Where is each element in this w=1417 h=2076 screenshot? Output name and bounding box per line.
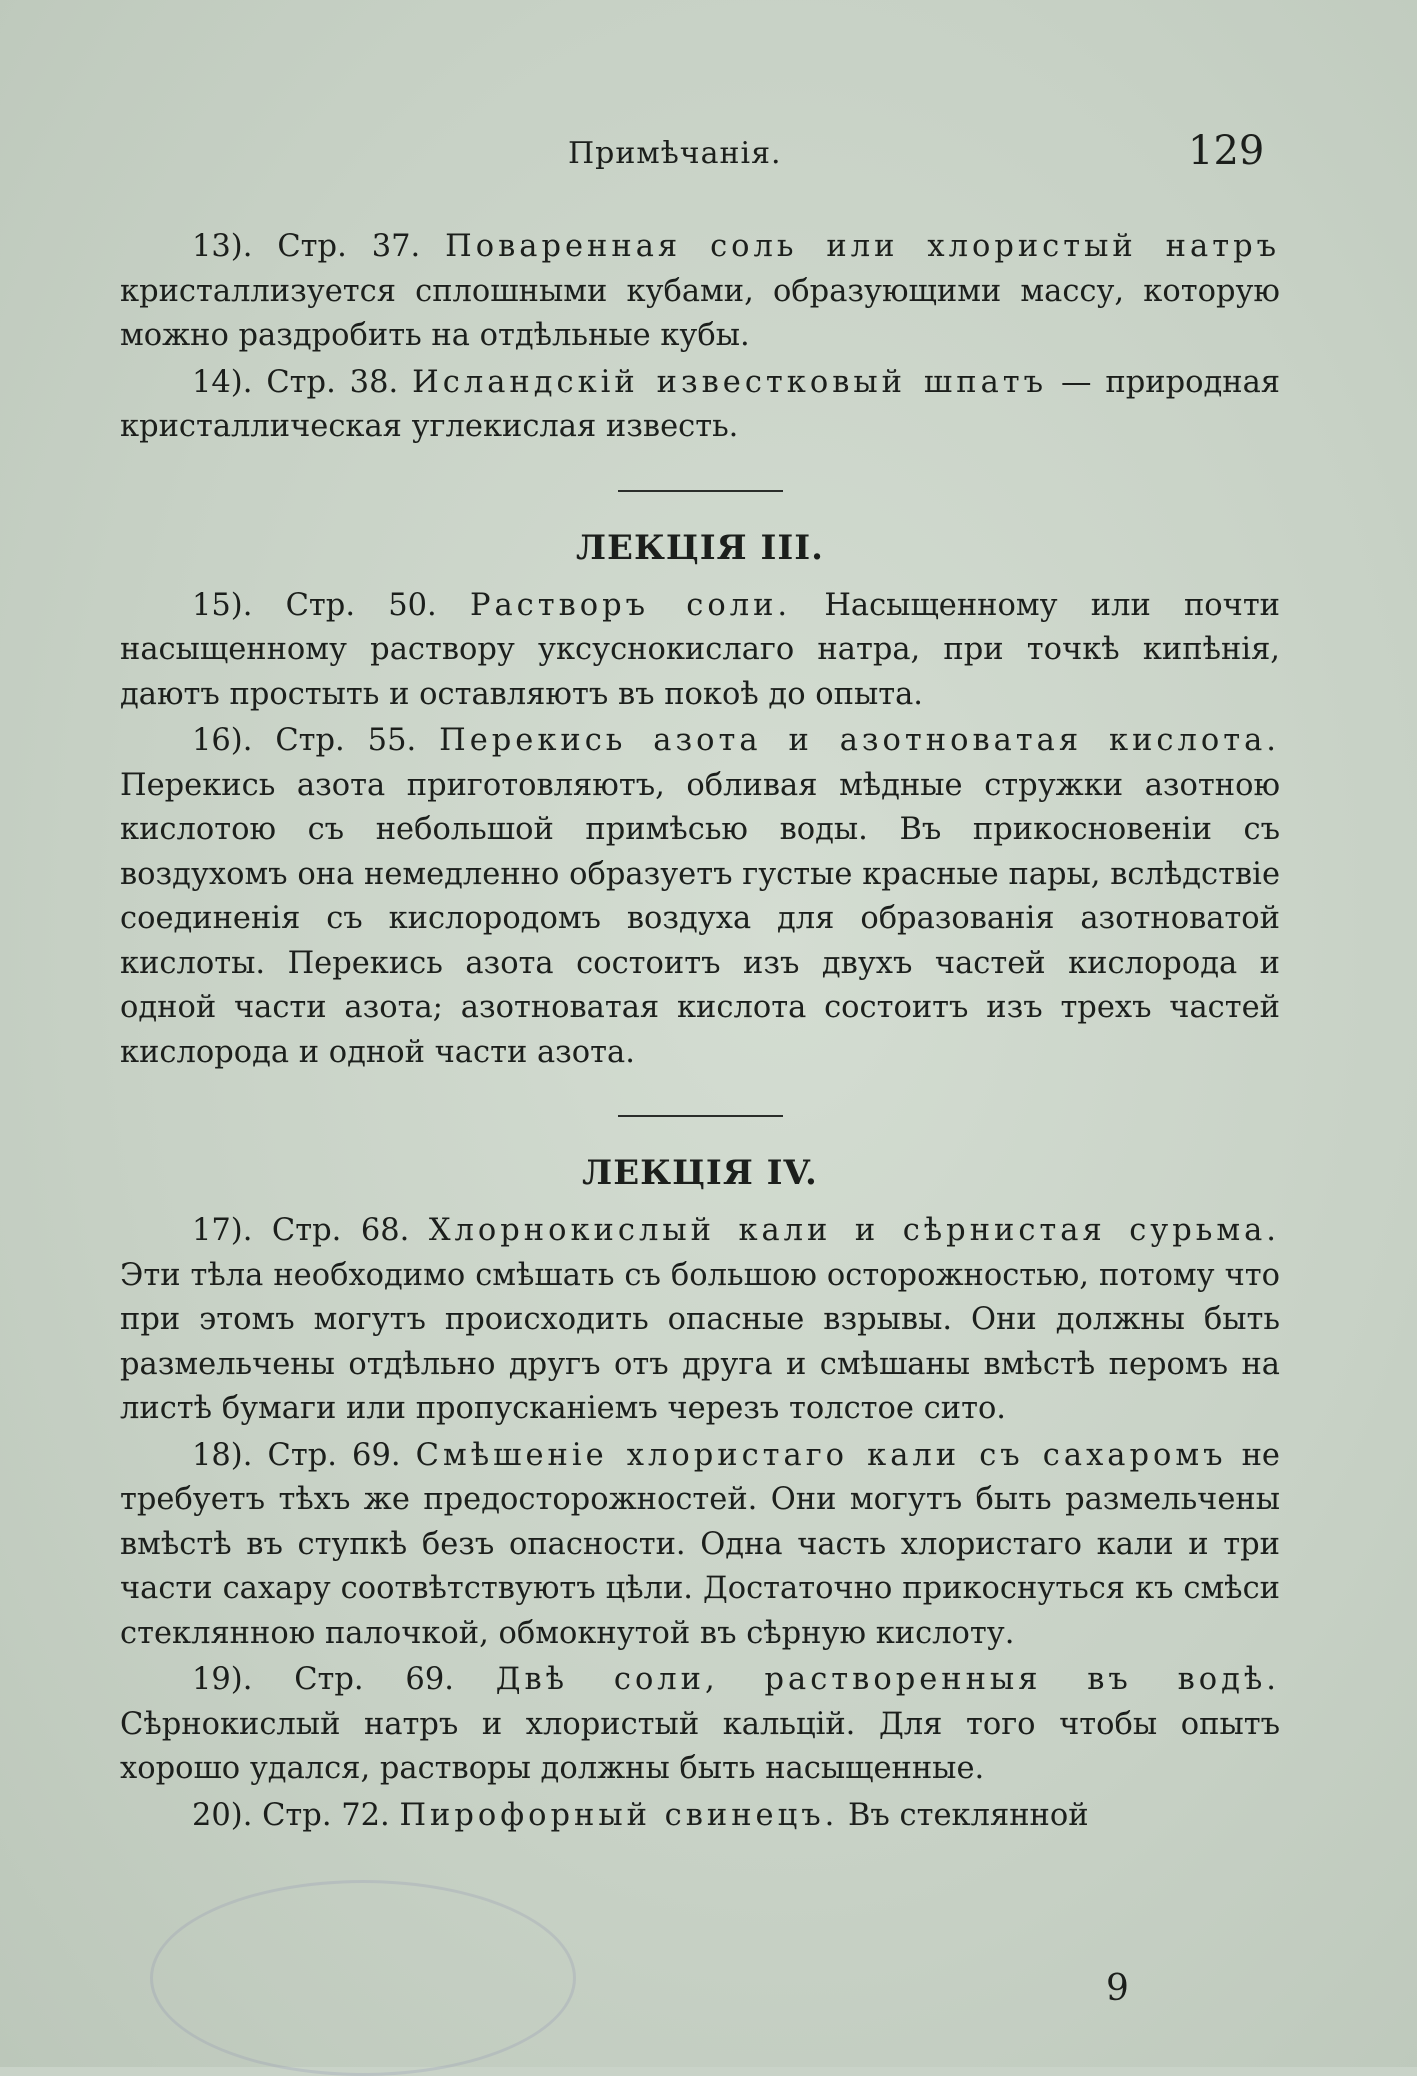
library-stamp <box>150 1880 576 2076</box>
note-17 <box>120 1209 1280 1432</box>
page-number: 129 <box>1188 128 1265 174</box>
note-ref: 19). Стр. 69. <box>192 1662 454 1697</box>
note-title: Двѣ соли, растворенныя въ водѣ. <box>495 1662 1280 1697</box>
note-text: Эти тѣла необходимо смѣшать съ большою осторожностью, потому что при этомъ могутъ происходить опасные взрывы. Они должны быть размельчены отдѣльно другъ отъ друга и смѣшаны вмѣстѣ перомъ на листѣ бумаги или пропусканіемъ черезъ толстое сито. <box>120 1257 1280 1426</box>
note-title: Смѣшеніе хлористаго кали съ сахаромъ <box>415 1437 1227 1473</box>
note-text: Насыщенному или почти насыщенному раствору уксуснокислаго натра, при точкѣ кипѣнія, даютъ простыть и оставляютъ въ покоѣ до опыта. <box>120 587 1281 712</box>
note-ref: 16). Стр. 55. <box>192 723 417 758</box>
note-text: Въ стеклянной <box>848 1797 1089 1833</box>
note-title: Перекись азота и азотноватая кислота. <box>439 723 1280 758</box>
note-14 <box>120 361 1280 450</box>
note-title: Пирофорный свинецъ. <box>399 1797 839 1833</box>
signature-mark: 9 <box>1106 1968 1129 2009</box>
page-header <box>0 128 1417 188</box>
section-divider <box>618 1115 783 1117</box>
note-18 <box>120 1434 1280 1657</box>
notes-section-1 <box>120 225 1280 450</box>
note-title: Хлорнокислый кали и сѣрнистая сурьма. <box>428 1213 1280 1248</box>
lecture-4-section <box>120 1153 1280 1838</box>
note-ref: 17). Стр. 68. <box>192 1213 410 1248</box>
page-body <box>120 225 1280 1840</box>
note-ref: 13). Стр. 37. <box>192 229 421 264</box>
note-ref: 18). Стр. 69. <box>192 1437 401 1473</box>
note-text: Сѣрнокислый натръ и хлористый кальцій. Для того чтобы опытъ хорошо удался, растворы должны быть насыщенные. <box>120 1706 1280 1786</box>
note-13 <box>120 225 1280 359</box>
running-title: Примѣчанія. <box>568 136 782 171</box>
lecture-heading: ЛЕКЦІЯ IV. <box>582 1153 818 1193</box>
note-title: Поваренная соль или хлористый натръ <box>445 229 1280 264</box>
note-text: Перекись азота приготовляютъ, обливая мѣдные стружки азотною кислотою съ небольшой примѣсью воды. Въ прикосновеніи съ воздухомъ она немедленно образуетъ густые красные пары, вслѣдствіе соединенія съ кислородомъ воздуха для образованія азотноватой кислоты. Перекись азота состоитъ изъ двухъ частей кислорода и одной части азота; азотноватая кислота состоитъ изъ трехъ частей кислорода и одной части азота. <box>120 767 1280 1070</box>
note-ref: 14). Стр. 38. <box>192 364 399 400</box>
note-19 <box>120 1658 1280 1792</box>
note-title: Растворъ соли. <box>469 587 792 623</box>
note-text: кристаллизуется сплошными кубами, образующими массу, которую можно раздробить на отдѣльные кубы. <box>120 273 1280 353</box>
note-text: — природная кристаллическая углекислая известь. <box>120 364 1281 444</box>
note-ref: 15). Стр. 50. <box>192 587 437 623</box>
lecture-3-section <box>120 528 1280 1076</box>
note-15 <box>120 584 1280 718</box>
lecture-heading: ЛЕКЦІЯ III. <box>575 527 825 568</box>
note-ref: 20). Стр. 72. <box>192 1797 390 1833</box>
section-divider <box>618 490 783 492</box>
note-20 <box>120 1794 1280 1839</box>
note-16 <box>120 719 1280 1075</box>
note-title: Исландскій известковый шпатъ <box>412 364 1048 400</box>
note-text: не требуетъ тѣхъ же предосторожностей. Они могутъ быть размельчены вмѣстѣ въ ступкѣ безъ опасности. Одна часть хлористаго кали и три части сахару соотвѣтствуютъ цѣли. Достаточно прикоснуться къ смѣси стеклянною палочкой, обмокнутой въ сѣрную кислоту. <box>120 1437 1280 1651</box>
